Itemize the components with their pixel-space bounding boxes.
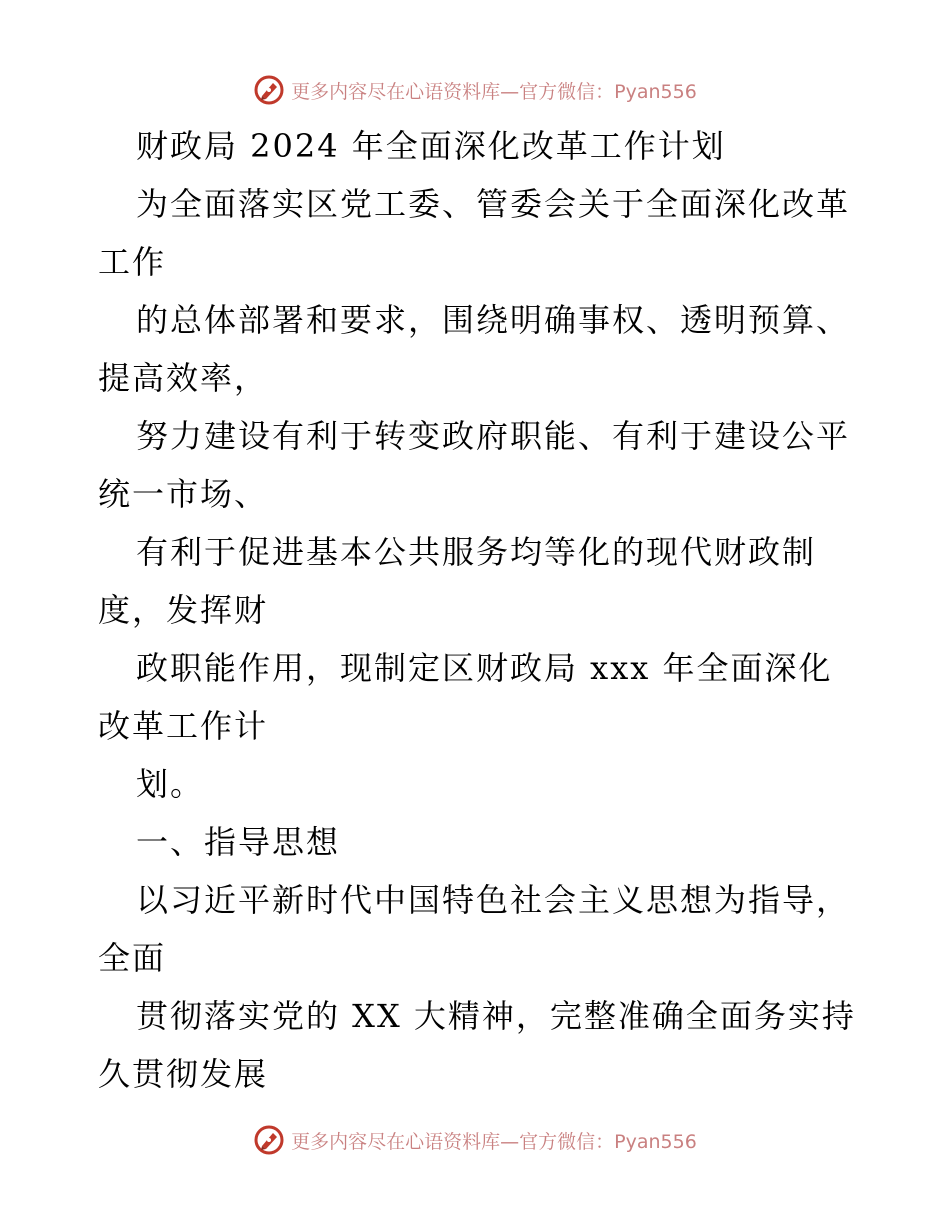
footer-watermark (0, 1120, 950, 1160)
document-body (98, 117, 858, 1103)
text-line: 提高效率， (98, 359, 269, 397)
text-line: 努力建设有利于转变政府职能、有利于建设公平 (136, 417, 851, 455)
pen-logo-icon (253, 74, 285, 106)
text-line: 全面 (98, 939, 167, 977)
text-line: 以习近平新时代中国特色社会主义思想为指导， (136, 881, 851, 919)
text-line: 一、指导思想 (136, 823, 341, 861)
header-watermark-text: 更多内容尽在心语资料库—官方微信：Pyan556 (291, 80, 697, 103)
text-line: 度，发挥财 (98, 591, 269, 629)
text-line: 为全面落实区党工委、管委会关于全面深化改革 (136, 185, 851, 223)
header-watermark-inner (253, 74, 697, 106)
text-line: 久贯彻发展 (98, 1055, 269, 1093)
footer-watermark-inner (253, 1124, 697, 1156)
footer-watermark-text: 更多内容尽在心语资料库—官方微信：Pyan556 (291, 1130, 697, 1153)
text-line: 贯彻落实党的 XX 大精神，完整准确全面务实持 (136, 997, 856, 1035)
header-watermark (0, 70, 950, 110)
text-line: 政职能作用，现制定区财政局 xxx 年全面深化 (136, 649, 833, 687)
text-line: 划。 (136, 765, 205, 803)
text-line: 的总体部署和要求，围绕明确事权、透明预算、 (136, 301, 851, 339)
text-line: 改革工作计 (98, 707, 269, 745)
text-line: 有利于促进基本公共服务均等化的现代财政制 (136, 533, 817, 571)
text-line: 工作 (98, 243, 167, 281)
pen-logo-icon (253, 1124, 285, 1156)
text-line: 财政局 2024 年全面深化改革工作计划 (136, 127, 726, 165)
text-line: 统一市场、 (98, 475, 269, 513)
